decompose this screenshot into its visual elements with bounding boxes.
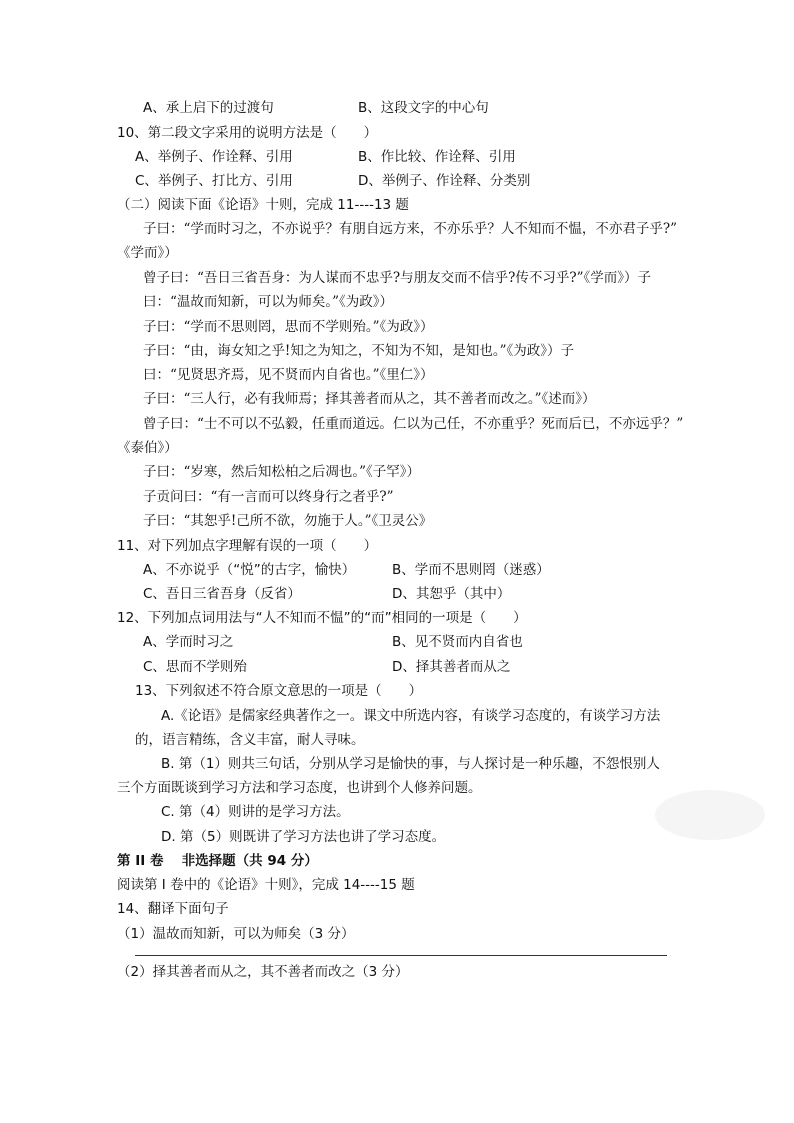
- q10-stem: 10、第二段文字采用的说明方法是（ ）: [117, 125, 378, 141]
- watermark-smudge: [650, 780, 770, 850]
- q13-option-a-line1: A.《论语》是儒家经典著作之一。课文中所选内容，有谈学习态度的，有谈学习方法: [161, 708, 661, 724]
- passage-line-1: 子曰：“学而时习之，不亦说乎？有朋自远方来，不亦乐乎？人不知而不愠，不亦君子乎?”: [143, 221, 678, 237]
- section2-heading: （二）阅读下面《论语》十则，完成 11----13 题: [117, 197, 409, 213]
- passage-line-4: 曰：“温故而知新，可以为师矣。”《为政》）: [143, 294, 394, 310]
- q13-option-b-line1: B. 第（1）则共三句话，分别从学习是愉快的事，与人探讨是一种乐趣，不怨恨别人: [161, 756, 660, 772]
- q10-option-d: D、举例子、作诠释、分类别: [358, 173, 531, 189]
- passage-line-3: 曾子曰：“吾日三省吾身：为人谋而不忠乎?与朋友交而不信乎?传不习乎?”《学而》）子: [143, 270, 652, 286]
- passage-line-13: 子曰：“其恕乎!己所不欲，勿施于人。”《卫灵公》: [143, 513, 433, 529]
- q12-option-c: C、思而不学则殆: [143, 659, 247, 675]
- q11-option-b: B、学而不思则罔（迷惑）: [392, 562, 550, 578]
- q11-stem: 11、对下列加点字理解有误的一项（ ）: [117, 538, 378, 554]
- option-b-top: B、这段文字的中心句: [358, 100, 489, 116]
- part2-instruction: 阅读第 I 卷中的《论语》十则》，完成 14----15 题: [117, 877, 415, 893]
- passage-line-10: 《泰伯》）: [117, 440, 178, 456]
- q12-option-d: D、择其善者而从之: [392, 659, 511, 675]
- q11-option-c: C、吾日三省吾身（反省）: [143, 586, 301, 602]
- passage-line-7: 曰：“见贤思齐焉，见不贤而内自省也。”《里仁》）: [143, 367, 434, 383]
- q11-option-a: A、不亦说乎（“悦”的古字，愉快）: [143, 562, 356, 578]
- q12-stem: 12、下列加点词用法与“人不知而不愠”的“而”相同的一项是（ ）: [117, 610, 527, 626]
- q13-stem: 13、下列叙述不符合原文意思的一项是（ ）: [135, 683, 423, 699]
- q14-sentence-2: （2）择其善者而从之，其不善者而改之（3 分）: [117, 964, 409, 980]
- passage-line-2: 《学而》）: [117, 245, 178, 261]
- option-a-top: A、承上启下的过渡句: [143, 100, 274, 116]
- q14-stem: 14、翻译下面句子: [117, 901, 229, 917]
- answer-line: [135, 955, 667, 956]
- passage-line-11: 子曰：“岁寒，然后知松柏之后凋也。”《子罕》）: [143, 464, 421, 480]
- q13-option-c: C. 第（4）则讲的是学习方法。: [161, 804, 350, 820]
- q12-option-a: A、学而时习之: [143, 634, 234, 650]
- q12-option-b: B、见不贤而内自省也: [392, 634, 523, 650]
- q11-option-d: D、其恕乎（其中）: [392, 586, 511, 602]
- passage-line-6: 子曰：“由，诲女知之乎!知之为知之，不知为不知，是知也。”《为政》）子: [143, 343, 574, 359]
- passage-line-12: 子贡问曰：“有一言而可以终身行之者乎?”: [143, 489, 394, 505]
- q13-option-b-line2: 三个方面既谈到学习方法和学习态度，也讲到个人修养问题。: [117, 780, 482, 796]
- passage-line-8: 子曰：“三人行，必有我师焉；择其善者而从之，其不善者而改之。”《述而》）: [143, 391, 596, 407]
- q13-option-d: D. 第（5）则既讲了学习方法也讲了学习态度。: [161, 829, 446, 845]
- passage-line-5: 子曰：“学而不思则罔，思而不学则殆。”《为政》）: [143, 319, 434, 335]
- part2-title: 第 II 卷 非选择题（共 94 分）: [117, 853, 318, 869]
- q10-option-b: B、作比较、作诠释、引用: [358, 149, 516, 165]
- q14-sentence-1: （1）温故而知新，可以为师矣（3 分）: [117, 926, 355, 942]
- q13-option-a-line2: 的，语言精练，含义丰富，耐人寻味。: [135, 732, 365, 748]
- passage-line-9: 曾子曰：“士不可以不弘毅，任重而道远。仁以为己任，不亦重乎？死而后已，不亦远乎？”: [143, 416, 684, 432]
- q10-option-a: A、举例子、作诠释、引用: [135, 149, 293, 165]
- q10-option-c: C、举例子、打比方、引用: [135, 173, 293, 189]
